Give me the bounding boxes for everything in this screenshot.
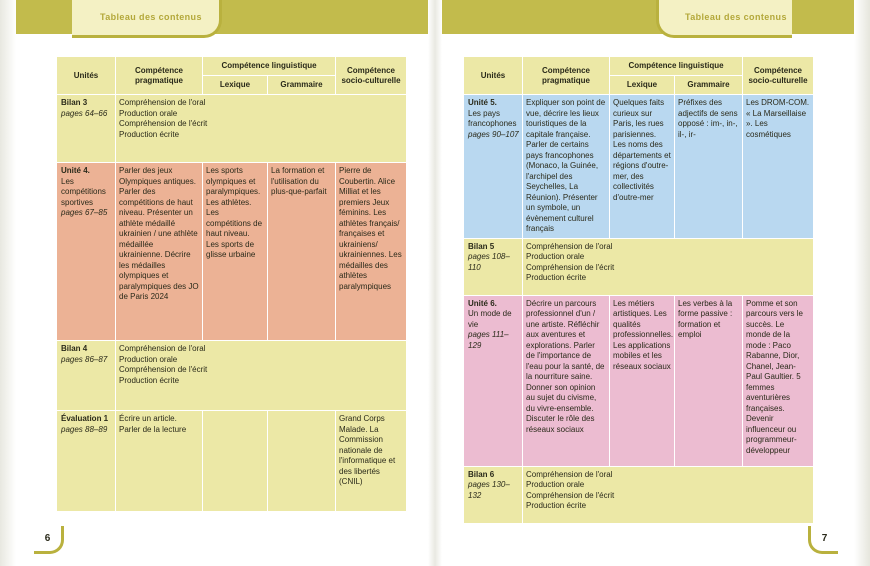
unit-cell [57,411,116,512]
table-row [464,238,814,295]
contents-table-left [56,56,407,512]
header-tab-right: Tableau des contenus [656,0,792,38]
unit-cell [464,238,523,295]
table-row [464,95,814,239]
header-grammaire: Grammaire [268,76,336,95]
unit-title: Unité 4. [61,166,90,175]
header-tab-left: Tableau des contenus [72,0,222,38]
unit-cell [57,163,116,341]
unit-pages: pages 67–85 [61,208,108,217]
unit-pages: pages 90–107 [468,129,519,139]
pragmatique-cell: Compréhension de l'oral Production orale Compréhension de l'écrit Production écrite [523,238,814,295]
table-row [464,295,814,466]
header-grammaire: Grammaire [675,76,743,95]
socio-cell: Grand Corps Malade. La Commission nationale de l'informatique et des libertés (CNIL) [336,411,407,512]
pragmatique-cell: Compréhension de l'oral Production orale Compréhension de l'écrit Production écrite [116,95,407,163]
socio-cell: Pierre de Coubertin. Alice Milliat et les premiers Jeux féminins. Les athlètes français/ françaises et ukrainiens/ ukrainiennes. Les médailles des athlètes paralympiques [336,163,407,341]
unit-pages: pages 88–89 [61,424,108,434]
pragmatique-cell: Compréhension de l'oral Production orale Compréhension de l'écrit Production écrite [116,341,407,411]
book-spine [428,0,442,566]
table-row [57,95,407,163]
lexique-cell [203,411,268,512]
page-edge-right [854,0,870,566]
header-linguistique: Compétence linguistique [203,57,336,76]
unit-pages: pages 64–66 [61,108,108,118]
lexique-cell: Quelques faits curieux sur Paris, les rues parisiennes. Les noms des départements et régions d'outre-mer, des collectivités d'outre-mer [610,95,675,239]
socio-cell: Les DROM-COM. « La Marseillaise ». Les cosmétiques [743,95,814,239]
grammaire-cell [268,411,336,512]
table-row [464,466,814,523]
grammaire-cell: Les verbes à la forme passive : formation et emploi [675,295,743,466]
page-edge-left [0,0,16,566]
contents-table-right [463,56,814,524]
socio-cell: Pomme et son parcours vers le succès. Le monde de la mode : Paco Rabanne, Dior, Chanel, Jean-Paul Gaultier. 5 femmes aventurières françaises. Devenir influenceur ou programmeur-développeur [743,295,814,466]
pragmatique-cell: Expliquer son point de vue, décrire les lieux touristiques de la capitale française. Parler de certains pays francophones (Monaco, la Guinée, l'archipel des Seychelles, La Réunion). Présenter un symbole, un évènement culturel français [523,95,610,239]
unit-cell [57,95,116,163]
unit-title: Unité 6. [468,298,497,308]
unit-pages: pages 86–87 [61,354,108,364]
header-pragmatique: Compétence pragmatique [116,57,203,95]
unit-pages: pages 108–110 [468,252,510,272]
pragmatique-cell: Écrire un article. Parler de la lecture [116,411,203,512]
pragmatique-cell: Décrire un parcours professionnel d'un / une artiste. Réfléchir aux aventures et explorations. Parler de l'importance de l'eau pour la santé, de la nourriture saine. Donner son opinion au sujet du civisme, du vivre-ensemble. Discuter le rôle des réseaux sociaux [523,295,610,466]
unit-title: Bilan 5 [468,241,495,251]
unit-subtitle: Un mode de vie [468,309,512,329]
table-row [57,341,407,411]
pragmatique-cell: Compréhension de l'oral Production orale Compréhension de l'écrit Production écrite [523,466,814,523]
unit-title: Unité 5. [468,98,497,107]
header-band-right [442,0,854,34]
lexique-cell: Les métiers artistiques. Les qualités professionnelles. Les applications mobiles et les réseaux sociaux [610,295,675,466]
unit-cell [57,341,116,411]
unit-title: Bilan 3 [61,98,88,107]
unit-title: Évaluation 1 [61,414,109,423]
unit-pages: pages 130–132 [468,480,510,500]
header-lexique: Lexique [203,76,268,95]
unit-cell [464,95,523,239]
table-row [57,411,407,512]
grammaire-cell: La formation et l'utilisation du plus-que-parfait [268,163,336,341]
unit-cell [464,295,523,466]
pragmatique-cell: Parler des jeux Olympiques antiques. Parler des compétitions de haut niveau. Présenter un athlète médaillé ukrainien / une athlète médaillée ukrainienne. Décrire les médailles olympiques et paralympiques des JO de Paris 2024 [116,163,203,341]
header-socio: Compétence socio-culturelle [336,57,407,95]
header-socio: Compétence socio-culturelle [743,57,814,95]
unit-subtitle: Les compétitions sportives [61,176,106,207]
grammaire-cell: Préfixes des adjectifs de sens opposé : im-, in-, il-, ir- [675,95,743,239]
header-pragmatique: Compétence pragmatique [523,57,610,95]
header-lexique: Lexique [610,76,675,95]
header-linguistique: Compétence linguistique [610,57,743,76]
page-number-left: 6 [34,526,64,554]
unit-pages: pages 111–129 [468,330,509,350]
unit-title: Bilan 6 [468,469,495,479]
unit-subtitle: Les pays francophones [468,108,517,128]
header-unites: Unités [464,57,523,95]
unit-cell [464,466,523,523]
unit-title: Bilan 4 [61,344,88,353]
page-number-right: 7 [808,526,838,554]
table-row [57,163,407,341]
header-unites: Unités [57,57,116,95]
lexique-cell: Les sports olympiques et paralympiques. Les athlètes. Les compétitions de haut niveau. Les sports de glisse urbaine [203,163,268,341]
